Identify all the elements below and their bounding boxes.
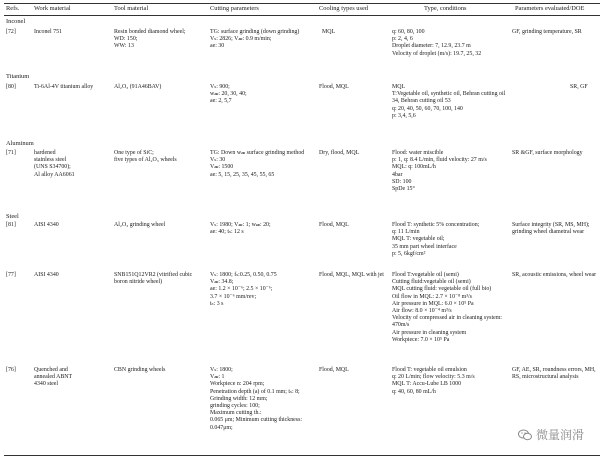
cutting-params-77: Vₛ: 1800; fₛ:0.25, 0.50, 0.75 V𝓌: 34.8; ae: 1.2 × 10⁻⁶; 2.5 × 10⁻⁶; 3.7 × 10⁻⁶ mm/rev; tₛ: 3 s [210, 272, 277, 307]
work-material-72: Inconel 751 [34, 29, 62, 35]
cutting-params-80: Vₛ: 900; w𝓌: 20, 30, 40; ae: 2, 5,7 [210, 84, 247, 105]
work-material-80: Ti-6Al-4V titanium alloy [34, 84, 94, 90]
work-material-71: hardened stainless steel (UNS S34700); Al alloy AA6061 [34, 150, 75, 178]
type-conditions-77: Flood T:vegetable oil (semi) Cutting fluid:vegetable oil (semi) MQL cutting fluid: vegetable oil (full bio) Oil flow in MQL: 2.7 × 10⁻⁸ m³/s Air pressure in MQL: 6.0 × 10⁵ Pa Air flow: 8.0 × 10⁻⁴ m³/s Velocity of compressed air in cleaning system: 470m/s Air pressure in cleaning system Workpiece: 7.0 × 10⁵ Pa [392, 272, 502, 343]
cutting-params-76: Vₛ: 1800; V𝓌: 1 Workpiece n: 204 rpm; Penetration depth (a) of 0.1 mm; tₛ: 8; Grinding width: 12 mm; grinding cycles: 100; Maximum cutting th.: 0.065 μm; Minimum cutting thickness: 0.047μm; [210, 367, 303, 431]
params-evaluated-81: Surface integrity (SR, MS, MH); grinding wheel diametral wear [512, 222, 590, 236]
cooling-72: MQL [322, 29, 336, 35]
header-parameters-evaluated: Parameters evaluated/DOE [515, 5, 585, 12]
section-titanium: Titanium [6, 73, 30, 80]
header-tool-material: Tool material [114, 5, 149, 12]
watermark-text: 微量润滑 [535, 428, 584, 442]
section-inconel: Inconel [6, 18, 26, 25]
wechat-icon [518, 429, 532, 441]
type-conditions-80: MQL T:Vegetable oil, synthetic oil, Behran cutting oil 34, Behran cutting oil 53 q: 20, 40, 50, 60, 70, 100, 140 p: 3,4, 5,6 [392, 84, 506, 119]
ref-76: [76] [6, 367, 16, 373]
ref-77: [77] [6, 272, 16, 278]
tool-material-80: Al₂O₃ (91A46BAV) [114, 84, 162, 90]
tool-material-81: Al₂O₃ grinding wheel [114, 222, 166, 228]
cooling-76: Flood, MQL [319, 367, 349, 373]
cooling-71: Dry, flood, MQL [319, 150, 360, 156]
work-material-81: AISI 4340 [34, 222, 59, 228]
header-work-material: Work material [34, 5, 71, 12]
cutting-params-72: TG: surface grinding (down grinding) Vₛ: 2826; V𝓌: 0.9 m/min; ae: 30 [210, 29, 300, 50]
ref-71: [71] [6, 150, 16, 156]
work-material-77: AISI 4340 [34, 272, 59, 278]
header-cooling-types: Cooling types used [319, 5, 368, 12]
cooling-81: Flood, MQL [319, 222, 349, 228]
header-refs: Refs. [6, 5, 20, 12]
work-material-76: Quenched and annealed ABNT 4340 steel [34, 367, 73, 388]
params-evaluated-71: SR &GF, surface morphology [512, 150, 583, 156]
table-top-rule [4, 3, 600, 4]
type-conditions-71: Flood: water miscible p: 1, q: 8.4 L/min, fluid velocity: 27 m/s MQL: q: 100mL/h 4bar SD: 100 SpDe 15° [392, 150, 487, 193]
cooling-80: Flood, MQL [319, 84, 349, 90]
watermark [518, 426, 584, 443]
params-evaluated-76: GF, AE, SR, roundness errors, MH, RS, microstructural analysis [512, 367, 596, 381]
type-conditions-81: Flood T: synthetic 5% concentration; q: 11 L/min MQL T: vegetable oil; 35 mm part wheel interface p: 5, 6kgf/cm² [392, 222, 480, 257]
table-header-rule [4, 15, 600, 16]
header-type-conditions: Type, conditions [424, 5, 467, 12]
table-bottom-rule [4, 455, 600, 456]
ref-72: [72] [6, 29, 16, 35]
type-conditions-72: q: 60, 80, 100 p: 2, 4, 6 Droplet diameter: 7, 12.9, 23.7 m Velocity of droplet (m/s): 19.7, 25, 32 [392, 29, 482, 57]
tool-material-71: One type of SiC; five types of Al₂O₃ wheels [114, 150, 177, 164]
cutting-params-71: TG: Down w𝓌 surface grinding method Vₛ: 30 V𝓌: 1500 ae: 5, 15, 25, 35, 45, 55, 65 [210, 150, 305, 178]
tool-material-76: CBN grinding wheels [114, 367, 166, 373]
ref-81: [81] [6, 222, 16, 228]
tool-material-77: SNB151Q12VR2 (vitrified cubic boron nitride wheel) [114, 272, 193, 286]
section-aluminum: Aluminum [6, 140, 34, 147]
params-evaluated-80: SR, GF [570, 84, 588, 90]
type-conditions-76: Flood T: vegetable oil emulsion q: 20 L/min; flow velocity: 5.3 m/s MQL T: Accu-Lube LB 1000 q: 40, 60, 80 mL/h [392, 367, 475, 395]
tool-material-72: Resin bonded diamond wheel; WD: 150; WW: 13 [114, 29, 186, 50]
params-evaluated-72: GF, grinding temperature, SR [512, 29, 582, 35]
ref-80: [80] [6, 84, 16, 90]
params-evaluated-77: SR, acoustic emissions, wheel wear [512, 272, 597, 278]
header-cutting-parameters: Cutting parameters [210, 5, 259, 12]
section-steel: Steel [6, 213, 19, 220]
cutting-params-81: Vₛ: 1980; V𝓌: 1; w𝓌: 20; ae: 40; tₛ: 12 s [210, 222, 271, 236]
cooling-77: Flood, MQL, MQL with jet [319, 272, 384, 278]
